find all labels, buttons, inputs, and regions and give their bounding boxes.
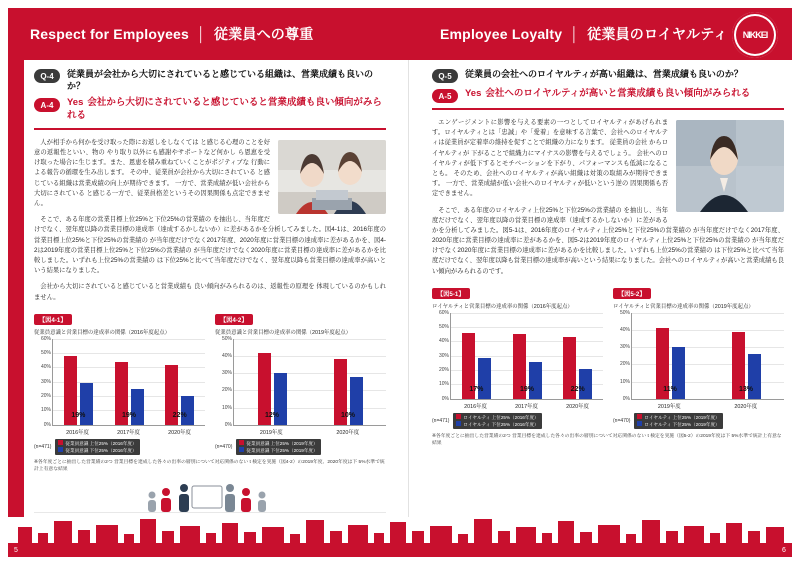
right-answer-tag: A-5 bbox=[432, 89, 458, 103]
chart-4-2-legend-box bbox=[236, 439, 320, 455]
chart-4-1-groups bbox=[53, 339, 205, 425]
chart-5-1-ytick-30: 30% bbox=[438, 352, 449, 359]
emblem-label: NIKKEI bbox=[742, 30, 768, 40]
center-gutter-line bbox=[408, 60, 409, 530]
left-charts bbox=[34, 309, 386, 455]
company-emblem-icon bbox=[732, 12, 778, 58]
chart-4-1-xlabel-2: 2017年度 bbox=[117, 429, 140, 436]
chart-4-2-group-2 bbox=[310, 339, 386, 425]
chart-4-2-ytick-20: 20% bbox=[221, 387, 232, 394]
header-title-left-en: Respect for Employees bbox=[30, 26, 190, 42]
chart-5-1-ytick-60: 60% bbox=[438, 309, 449, 316]
chart-5-2-ytick-20: 20% bbox=[619, 361, 630, 368]
left-body bbox=[34, 138, 386, 303]
chart-card-5-2 bbox=[613, 283, 784, 429]
chart-5-2-groups bbox=[632, 313, 784, 399]
left-paragraph-3: 会社から大切にされていると感じていると営業成績も 良い傾向がみられるのは、返報性の原理を 体現しているのかもしれません。 bbox=[34, 283, 386, 301]
chart-4-1-legend-item-2: 従業員意識 下位25%（2016年度） bbox=[58, 447, 136, 454]
chart-5-2-legend-item-1: ロイヤルティ 上位25%（2019年度） bbox=[637, 414, 719, 421]
left-page-content bbox=[34, 68, 386, 474]
chart-4-1-plot bbox=[40, 335, 205, 428]
right-chart-note: ※各年度ごとに抽出した営業績の2つ 営業目標を達成した各々の出率の層別について対応関係のない t 検定を実施（図5-2）の2019年度は下 5%水準で統計上有意な結果 bbox=[432, 434, 782, 447]
chart-4-2-xlabel-2: 2020年度 bbox=[336, 429, 360, 436]
chart-5-2-xlabels bbox=[631, 400, 784, 410]
chart-5-1-plot bbox=[438, 309, 603, 402]
chart-5-1-bar-bottom-2 bbox=[529, 362, 542, 399]
chart-5-2-nsize: (n=470) bbox=[613, 418, 631, 425]
chart-5-2-xlabel-2: 2020年度 bbox=[734, 403, 758, 410]
right-answer-yes: Yes bbox=[465, 88, 482, 99]
chart-5-1-group-2 bbox=[502, 313, 553, 399]
chart-4-1-xlabel-3: 2020年度 bbox=[168, 429, 191, 436]
chart-5-1-nsize: (n=471) bbox=[432, 418, 450, 425]
chart-4-1-diff-3: 22% bbox=[172, 411, 187, 419]
left-paragraph-1: 人が相手から何かを受け取った際にお返しをしなくては と感じる心理のことを好意の返報性といい、物の やり取り以外にも感謝やサポートなど何かし ら恩恵を受け取った場合に生じます。また、恩恵を積み重ねていくことがポジティブな 行動による報告の循環を生み出します。 その中、従業員が会社から大切にされている と感じている組織は営業成績の向上が期待できます。 一方で、営業成績が低い会社から大切にされている と感じる一方で、従業員格差というその因果関係も点定できません。 bbox=[34, 138, 270, 208]
chart-card-4-1 bbox=[34, 309, 205, 455]
chart-4-1-diff-1: 19% bbox=[71, 411, 86, 419]
chart-4-1-group-3 bbox=[154, 339, 205, 425]
left-answer-tag: A-4 bbox=[34, 98, 60, 112]
chart-4-1-label: 【図4-1】 bbox=[34, 314, 72, 325]
chart-4-2-label: 【図4-2】 bbox=[215, 314, 253, 325]
right-body bbox=[432, 118, 784, 277]
right-answer-detail: 会社へのロイヤルティが高いと営業成績も良い傾向がみられる bbox=[485, 88, 751, 99]
right-question-text: 従業員の会社へのロイヤルティが高い組織は、営業成績も良いのか？ bbox=[465, 69, 743, 79]
left-answer-yes: Yes bbox=[67, 97, 84, 109]
chart-5-1-xlabel-1: 2016年度 bbox=[464, 403, 487, 410]
left-paragraph-2: そこで、ある年度の営業目標上位25%と下位25%の営業績の を抽出し、当年度だけでなく、翌年度以降の営業目標の達成率（達成するかしないか）に差があるかを分析してみました。図4-1は、2016年度の営業目標上位25%と下位25%の営業績の が当年度だけでなく2017年度、2020年度に営業目標の達成率に差があるかを、図4-2は2019年度の営業目標上位25%と下位25%の営業績の が当年度だけでなく2020年度に営業目標の達成率に差があるかを比較しました。いずれも上位25%の営業績の は下位25%と比べて当年度だけでなく、翌年度以降も営業目標の達成率が高いという結果になりました。 bbox=[34, 216, 386, 275]
chart-4-2-ytick-50: 50% bbox=[221, 335, 232, 342]
right-divider-rule bbox=[432, 108, 784, 110]
chart-5-1-diff-3: 22% bbox=[570, 385, 585, 393]
page-sheet bbox=[8, 8, 792, 557]
chart-5-1-ytick-50: 50% bbox=[438, 324, 449, 331]
chart-5-2-ytick-50: 50% bbox=[619, 309, 630, 316]
left-question-row bbox=[34, 68, 386, 92]
chart-4-2-legend-item-1: 従業員意識 上位25%（2019年度） bbox=[239, 440, 317, 447]
left-qa-block bbox=[34, 68, 386, 123]
chart-4-1-nsize: (n=471) bbox=[34, 443, 52, 450]
chart-5-2-label: 【図5-2】 bbox=[613, 288, 651, 299]
left-divider-rule bbox=[34, 128, 386, 130]
chart-4-1-ytick-0: 0% bbox=[43, 421, 51, 428]
left-chart-note: ※各年度ごとに抽出した営業績の2つ 営業目標を達成した各々の出率の層別について対応関係のない t 検定を実施（図4-2）の2019年度、2020年度は下 5%水準で統計上有意な結果 bbox=[34, 460, 385, 473]
chart-5-1-ytick-20: 20% bbox=[438, 367, 449, 374]
chart-5-2-legend-box bbox=[634, 413, 722, 429]
right-question-row bbox=[432, 68, 784, 83]
chart-4-2-diff-2: 10% bbox=[340, 411, 356, 419]
chart-4-1-legend-item-1: 従業員意識 上位25%（2016年度） bbox=[58, 440, 136, 447]
chart-5-1-legend-item-2: ロイヤルティ 下位25%（2016年度） bbox=[456, 421, 538, 428]
chart-card-5-1 bbox=[432, 283, 603, 429]
right-paragraph-2: そこで、ある年度のロイヤルティ上位25%と下位25%の営業績の を抽出し、当年度だけでなく、翌年度以降の営業目標の達成率（達成するかしないか）に差があるかを分析してみました。図5-1は、2016年度のロイヤルティ上位25%と下位25%の営業績の が当年度だけでなく2017年度、2020年度に営業目標の達成率に差があるかを、図5-2は2019年度のロイヤルティ上位25%と下位25%の営業績の が当年度だけでなく2020年度に営業目標の達成率に差があるかを比較しました。いずれも上位25%の営業績の は下位25%と比べて当年度だけでなく、翌年度以降も営業目標の達成率が高いという結果になりました。会社へのロイヤルティが高いと営業成績も良い傾向がみられるのです。 bbox=[432, 206, 784, 275]
right-page-content bbox=[432, 68, 784, 448]
header-separator-left: │ bbox=[197, 26, 206, 42]
chart-4-2-group-1 bbox=[234, 339, 310, 425]
chart-4-2-plot bbox=[221, 335, 386, 428]
header-title-right bbox=[440, 24, 728, 44]
chart-5-1-ytick-0: 0% bbox=[441, 395, 449, 402]
header-title-left bbox=[30, 24, 313, 44]
chart-5-1-xlabel-3: 2020年度 bbox=[566, 403, 589, 410]
page-header bbox=[8, 8, 792, 60]
chart-5-1-legend-item-1: ロイヤルティ 上位25%（2016年度） bbox=[456, 414, 538, 421]
header-title-left-ja: 従業員への尊重 bbox=[214, 26, 314, 42]
chart-5-1-diff-2: 19% bbox=[519, 385, 535, 393]
chart-5-1-bar-bottom-3 bbox=[579, 369, 592, 399]
right-charts bbox=[432, 283, 784, 429]
chart-4-2-legend-item-2: 従業員意識 下位25%（2019年度） bbox=[239, 447, 317, 454]
chart-5-1-xlabels bbox=[450, 400, 603, 410]
chart-4-1-ytick-50: 50% bbox=[40, 350, 51, 356]
chart-5-1-group-3 bbox=[552, 313, 603, 399]
right-question-tag: Q-5 bbox=[432, 69, 458, 83]
chart-4-2-groups bbox=[234, 339, 386, 425]
chart-5-1-legend bbox=[432, 413, 603, 429]
chart-4-1-ytick-60: 60% bbox=[40, 335, 51, 342]
right-photo-businesswoman bbox=[676, 120, 784, 212]
chart-5-2-ytick-30: 30% bbox=[619, 344, 630, 351]
chart-4-1-bar-bottom-3 bbox=[181, 396, 194, 424]
chart-5-2-group-1 bbox=[632, 313, 708, 399]
left-answer-detail: 会社から大切にされていると感じていると営業成績も良い傾向がみられる bbox=[67, 97, 382, 122]
right-answer-row bbox=[432, 88, 784, 103]
chart-4-1-ytick-10: 10% bbox=[40, 407, 51, 414]
chart-4-2-nsize: (n=470) bbox=[215, 443, 233, 450]
chart-4-2-diff-1: 12% bbox=[264, 411, 280, 419]
chart-4-2-xlabel-1: 2019年度 bbox=[259, 429, 283, 436]
chart-4-1-legend bbox=[34, 439, 205, 455]
chart-4-1-ytick-40: 40% bbox=[40, 364, 51, 371]
header-separator-right: │ bbox=[570, 26, 580, 42]
chart-4-1-bar-bottom-2 bbox=[131, 389, 144, 425]
chart-5-2-legend bbox=[613, 413, 784, 429]
left-question-tag: Q-4 bbox=[34, 69, 60, 83]
right-qa-block bbox=[432, 68, 784, 103]
chart-4-1-group-1 bbox=[53, 339, 104, 425]
chart-4-2-ytick-30: 30% bbox=[221, 370, 232, 377]
chart-4-1-diff-2: 19% bbox=[121, 411, 137, 419]
chart-4-2-ytick-40: 40% bbox=[221, 352, 232, 359]
left-answer-row bbox=[34, 97, 386, 123]
page-number-left: 5 bbox=[14, 546, 18, 554]
chart-5-2-diff-2: 13% bbox=[738, 385, 754, 393]
chart-5-2-xlabel-1: 2019年度 bbox=[657, 403, 681, 410]
bottom-red-bar bbox=[8, 543, 792, 557]
chart-4-2-xlabels bbox=[233, 426, 386, 436]
page-number-right: 6 bbox=[782, 546, 786, 554]
chart-4-2-ytick-10: 10% bbox=[221, 404, 232, 411]
left-photo-illustration bbox=[278, 140, 386, 214]
chart-4-1-xlabel-1: 2016年度 bbox=[66, 429, 89, 436]
chart-4-2-legend bbox=[215, 439, 386, 455]
chart-5-2-ytick-10: 10% bbox=[619, 378, 630, 385]
right-photo-illustration bbox=[676, 120, 784, 212]
chart-5-2-ytick-40: 40% bbox=[619, 327, 630, 334]
chart-5-1-ytick-10: 10% bbox=[438, 381, 449, 388]
chart-4-1-title: 従業員意識と営業目標の達成率の関係（2016年度起点） bbox=[34, 329, 170, 336]
left-question-text: 従業員が会社から大切にされていると感じている組織は、営業成績も良いのか？ bbox=[67, 69, 374, 92]
right-paragraph-1: エンゲージメントに影響を与える要素の一つとしてロイヤルティがあげられます。ロイヤルティとは「忠誠」や「愛着」を意味する言葉で、会社へのロイヤルティは従業員が定着率の維持を促すことで組織の力になります。 従業員の会社 からロイヤルティが 下がることで組織力にマイナスの影響を与えるでしょう。 会社へのロイヤルティが低下するとモチベーションを下がり、パフォーマンスも低減になることも。 そのため、会社へのロイヤルティが高い組織は対策の取組みが期待できます。 一方で、営業成績が低い会社へのロイヤルティが低いという逆の 因果関係も否定できません。 bbox=[432, 119, 668, 198]
chart-card-4-2 bbox=[215, 309, 386, 455]
left-answer-text bbox=[67, 97, 386, 123]
chart-4-1-ytick-20: 20% bbox=[40, 393, 51, 399]
chart-5-2-diff-1: 11% bbox=[663, 385, 677, 393]
chart-5-2-group-2 bbox=[708, 313, 784, 399]
bottom-city-band bbox=[8, 517, 792, 557]
chart-5-1-xlabel-2: 2017年度 bbox=[515, 403, 538, 410]
chart-5-1-groups bbox=[451, 313, 603, 399]
chart-5-2-plot bbox=[619, 309, 784, 402]
header-title-right-ja: 従業員のロイヤルティ bbox=[587, 26, 728, 42]
chart-5-1-ytick-40: 40% bbox=[438, 338, 449, 345]
chart-4-1-group-2 bbox=[104, 339, 155, 425]
right-answer-text bbox=[465, 88, 750, 101]
chart-4-1-xlabels bbox=[52, 426, 205, 436]
chart-5-2-ytick-0: 0% bbox=[622, 395, 630, 402]
chart-4-2-title: 従業員意識と営業目標の達成率の関係（2019年度起点） bbox=[215, 329, 351, 336]
chart-5-1-label: 【図5-1】 bbox=[432, 288, 470, 299]
chart-5-1-title: ロイヤルティと営業目標の達成率の関係（2016年度起点） bbox=[432, 303, 573, 310]
chart-5-2-legend-item-2: ロイヤルティ 下位25%（2019年度） bbox=[637, 421, 719, 428]
chart-4-1-legend-box bbox=[55, 439, 139, 455]
left-photo-two-women-laptop bbox=[278, 140, 386, 214]
chart-5-1-diff-1: 17% bbox=[469, 385, 484, 393]
chart-5-1-legend-box bbox=[453, 413, 541, 429]
chart-4-2-ytick-0: 0% bbox=[224, 421, 232, 428]
left-red-spine bbox=[8, 60, 24, 520]
header-title-right-en: Employee Loyalty bbox=[440, 26, 563, 42]
chart-5-2-title: ロイヤルティと営業目標の達成率の関係（2019年度起点） bbox=[613, 303, 754, 310]
chart-4-1-ytick-30: 30% bbox=[40, 378, 51, 385]
chart-5-1-group-1 bbox=[451, 313, 502, 399]
